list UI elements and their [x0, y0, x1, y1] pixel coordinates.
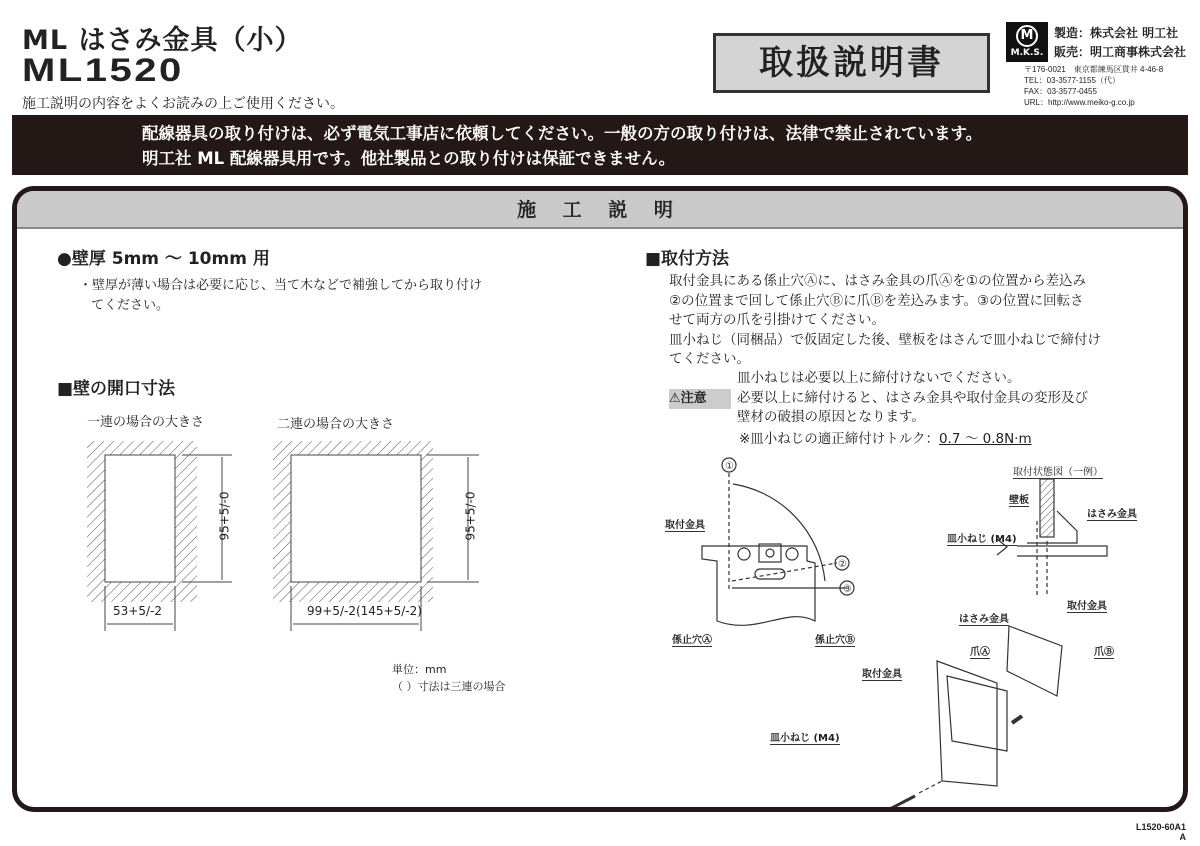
method-text [669, 272, 1101, 370]
product-title: ML はさみ金具（小） [22, 25, 303, 56]
section-title: 施 工 説 明 [17, 191, 1183, 229]
company-logo [1006, 22, 1048, 62]
label-hole-b: 係止穴Ⓑ [815, 631, 855, 647]
warning-triangle-icon: ⚠ [669, 391, 681, 406]
method-line: せて両方の爪を引掛けてください。 [669, 312, 885, 328]
exploded-view [849, 626, 1062, 811]
method-line: 皿小ねじ（同梱品）で仮固定した後、壁板をはさんで皿小ねじで締付け [669, 331, 1101, 348]
unit: 単位：mm [392, 663, 447, 676]
label-clip: はさみ金具 [1087, 505, 1137, 521]
pos1: ① [725, 461, 734, 472]
label-clip-2: はさみ金具 [959, 610, 1009, 626]
footer-rev: A [1179, 832, 1186, 842]
opening-heading: ■壁の開口寸法 [57, 379, 176, 399]
label-screw-2: 皿小ねじ (M4) [770, 729, 840, 745]
label-bracket-3: 取付金具 [862, 665, 902, 681]
bracket-front-view [702, 458, 854, 625]
url: URL：http://www.meiko-g.co.jp [1024, 98, 1135, 107]
unit-notes [392, 661, 506, 695]
torque-label: ※皿小ねじの適正締付けトルク： [739, 430, 940, 447]
subtitle: 施工説明の内容をよくお読みの上ご使用ください。 [22, 96, 344, 112]
double-height-dim: 95+5/-0 [463, 491, 478, 541]
method-line: ②の位置まで回して係止穴Ⓑに爪Ⓑを差込みます。③の位置に回転さ [669, 292, 1084, 309]
model-number: ML1520 [22, 52, 184, 88]
double-label: 二連の場合の大きさ [277, 417, 395, 432]
footer-code: L1520-60A1 [1135, 822, 1186, 832]
paren-note: （ ）寸法は三連の場合 [392, 680, 506, 693]
method-line: 取付金具にある係止穴Ⓐに、はさみ金具の爪Ⓐを①の位置から差込み [669, 273, 1087, 289]
state-title: 取付状態図（一例） [1013, 463, 1103, 479]
pos3: ③ [843, 584, 852, 595]
logo-letter: M [1016, 25, 1038, 47]
warning-line-1: 配線器具の取り付けは、必ず電気工事店に依頼してください。一般の方の取り付けは、法律で禁止されています。 [142, 124, 983, 143]
caution-badge [669, 389, 731, 409]
label-wall-plate: 壁板 [1009, 491, 1029, 507]
warning-band [12, 115, 1188, 175]
logo-text: M.K.S. [1010, 48, 1044, 58]
wall-note-1: ・壁厚が薄い場合は必要に応じ、当て木などで補強してから取り付け [79, 278, 483, 293]
single-opening [87, 441, 232, 631]
single-width-dim: 53+5/-2 [113, 604, 162, 618]
maker: 製造：株式会社 明工社 [1054, 26, 1179, 40]
label-hole-a: 係止穴Ⓐ [672, 631, 712, 647]
company-address [1024, 64, 1163, 108]
warning-line-2: 明工社 ML 配線器具用です。他社製品との取り付けは保証できません。 [142, 149, 676, 168]
double-opening [273, 441, 479, 631]
single-label: 一連の場合の大きさ [87, 415, 205, 430]
label-bracket-2: 取付金具 [1067, 597, 1107, 613]
single-height-dim: 95+5/-0 [217, 491, 232, 541]
wall-thickness-heading: ●壁厚 5mm ～ 10mm 用 [57, 249, 270, 269]
opening-dimension-drawing [17, 191, 617, 811]
label-bracket: 取付金具 [665, 516, 705, 532]
label-claw-b: 爪Ⓑ [1094, 643, 1114, 659]
document-code [1136, 822, 1186, 842]
position-numbers [725, 461, 852, 595]
instruction-panel [12, 186, 1188, 812]
caution-line: 皿小ねじは必要以上に締付けないでください。 [737, 370, 1021, 386]
caution-line: 壁材の破損の原因となります。 [737, 409, 925, 425]
label-claw-a: 爪Ⓐ [970, 643, 990, 659]
caution-label: 注意 [680, 391, 707, 406]
seller: 販売：明工商事株式会社 [1054, 45, 1187, 59]
doc-type-box: 取扱説明書 [713, 33, 990, 93]
caution-text [737, 369, 1088, 449]
double-width-dim: 99+5/-2(145+5/-2) [307, 604, 422, 618]
method-heading: ■取付方法 [645, 249, 730, 269]
fax: FAX：03-3577-0455 [1024, 87, 1097, 96]
caution-line: 必要以上に締付けると、はさみ金具や取付金具の変形及び [737, 389, 1088, 406]
label-screw: 皿小ねじ (M4) [947, 530, 1017, 546]
wall-note-2: てください。 [91, 298, 170, 313]
pos2: ② [838, 559, 847, 570]
address: 〒176-0021 東京都練馬区貫井 4-46-8 [1024, 65, 1164, 74]
tel: TEL：03-3577-1155（代） [1024, 76, 1120, 85]
torque-value: 0.7 ～ 0.8N·m [939, 430, 1032, 447]
method-line: てください。 [669, 351, 750, 367]
